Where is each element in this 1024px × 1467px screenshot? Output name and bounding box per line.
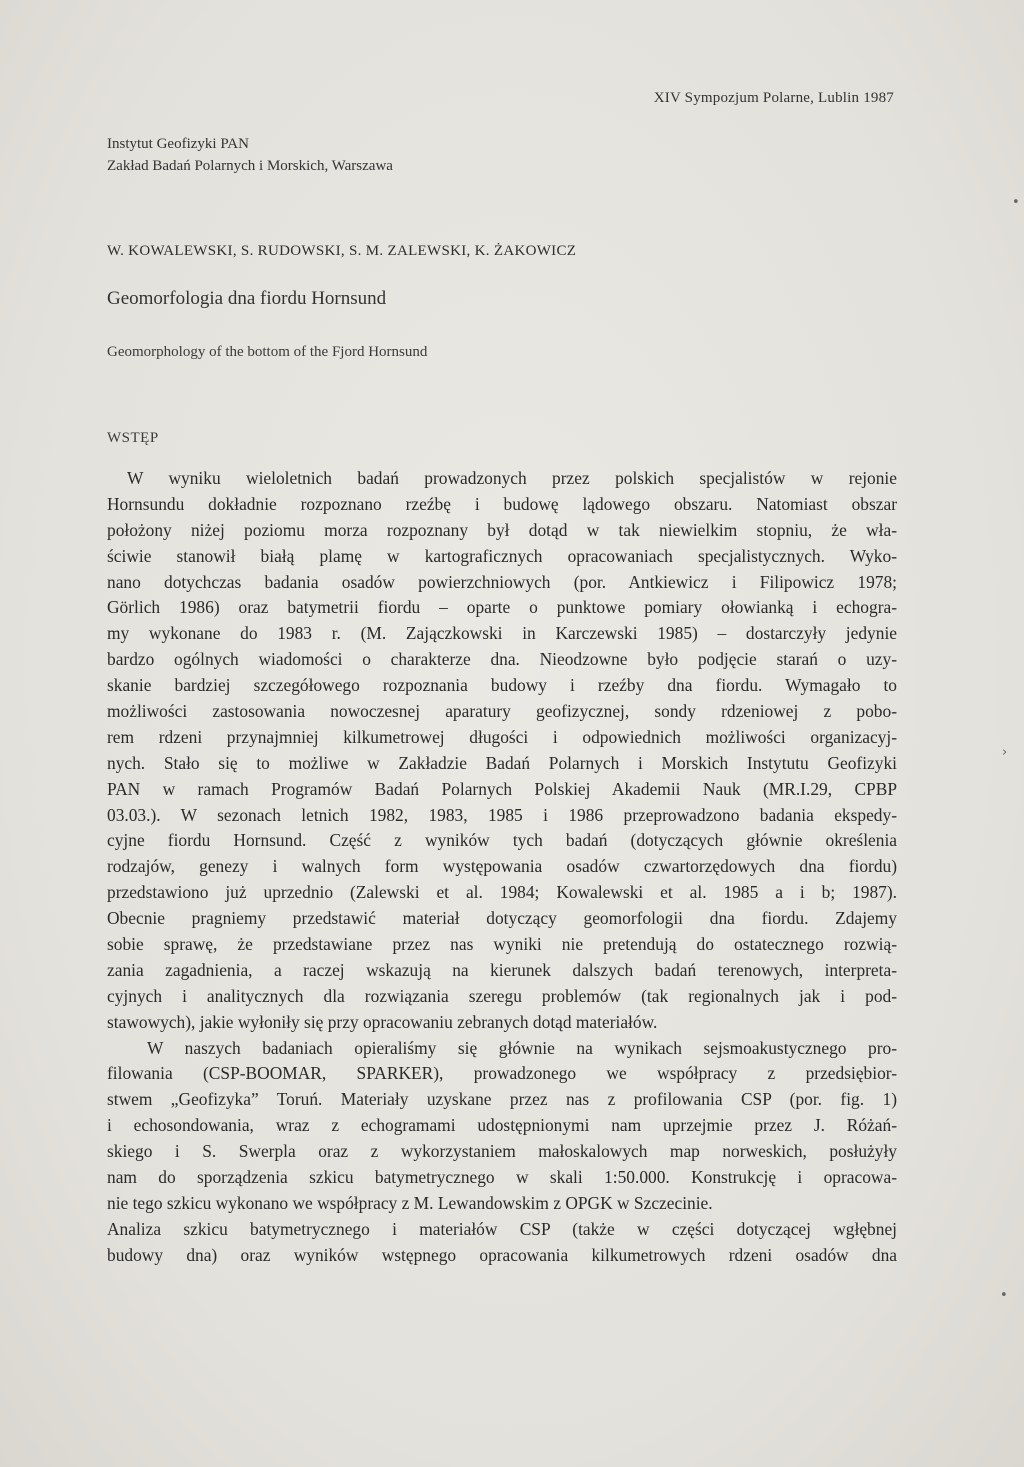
body-line: filowania (CSP-BOOMAR, SPARKER), prowadzonego we współpracy z przedsiębior- xyxy=(107,1063,897,1084)
body-line: rem rdzeni przynajmniej kilkumetrowej długości i odpowiednich możliwości organizacyj- xyxy=(107,726,897,747)
body-line: możliwości zastosowania nowoczesnej aparatury geofizycznej, sondy rdzeniowej z pobo- xyxy=(107,701,897,722)
body-text xyxy=(107,466,897,1269)
body-line: cyjnych i analitycznych dla rozwiązania szeregu problemów (tak regionalnych jak i pod- xyxy=(107,985,897,1006)
symposium-header: XIV Sympozjum Polarne, Lublin 1987 xyxy=(653,90,894,106)
body-line: i echosondowania, wraz z echogramami udostępnionymi nam uprzejmie przez J. Różań- xyxy=(107,1115,897,1136)
body-line: bardzo ogólnych wiadomości o charakterze dna. Nieodzowne było podjęcie starań o uzy- xyxy=(107,649,897,670)
body-line: skiego i S. Swerpla oraz z wykorzystaniem małoskalowych map norweskich, posłużyły xyxy=(107,1141,897,1162)
scan-speck: › xyxy=(1002,745,1008,760)
body-line: ściwie stanowił białą plamę w kartograficznych opracowaniach specjalistycznych. Wyko- xyxy=(107,545,897,566)
body-line: my wykonane do 1983 r. (M. Zajączkowski in Karczewski 1985) – dostarczyły jedynie xyxy=(107,623,897,644)
body-line: rodzajów, genezy i walnych form występowania osadów czwartorzędowych dna fiordu) xyxy=(107,856,897,877)
body-line: W naszych badaniach opieraliśmy się głównie na wynikach sejsmoakustycznego pro- xyxy=(147,1037,897,1058)
body-line: Analiza szkicu batymetrycznego i materiałów CSP (także w części dotyczącej wgłębnej xyxy=(107,1218,897,1239)
body-line: stawowych), jakie wyłoniły się przy opracowaniu zebranych dotąd materiałów. xyxy=(107,1011,658,1032)
body-line: Hornsundu dokładnie rozpoznano rzeźbę i budowę lądowego obszaru. Natomiast obszar xyxy=(107,493,897,514)
title-polish: Geomorfologia dna fiordu Hornsund xyxy=(107,288,387,309)
body-line: PAN w ramach Programów Badań Polarnych Polskiej Akademii Nauk (MR.I.29, CPBP xyxy=(107,778,897,799)
body-line: przedstawiono już uprzednio (Zalewski et al. 1984; Kowalewski et al. 1985 a i b; 1987). xyxy=(107,882,897,903)
body-line: nych. Stało się to możliwe w Zakładzie Badań Polarnych i Morskich Instytutu Geofizyki xyxy=(107,752,897,773)
institute-name: Instytut Geofizyki PAN xyxy=(107,136,249,152)
authors: W. KOWALEWSKI, S. RUDOWSKI, S. M. ZALEWSKI, K. ŻAKOWICZ xyxy=(107,243,577,259)
institute-affiliation xyxy=(107,133,393,177)
body-line: skanie bardziej szczegółowego rozpoznania budowy i rzeźby dna fiordu. Wymagało to xyxy=(107,675,897,696)
body-line: W wyniku wieloletnich badań prowadzonych przez polskich specjalistów w rejonie xyxy=(127,468,897,488)
body-line: sobie sprawę, że przedstawiane przez nas wyniki nie pretendują do ostatecznego rozwią- xyxy=(107,934,897,955)
department-name: Zakład Badań Polarnych i Morskich, Warszawa xyxy=(107,158,393,174)
title-english: Geomorphology of the bottom of the Fjord Hornsund xyxy=(107,344,428,360)
scan-speck: • xyxy=(1000,1288,1008,1303)
body-line: budowy dna) oraz wyników wstępnego opracowania kilkumetrowych rdzeni osadów dna xyxy=(107,1244,897,1265)
body-line: położony niżej poziomu morza rozpoznany był dotąd w tak niewielkim stopniu, że wła- xyxy=(107,519,897,540)
section-heading: WSTĘP xyxy=(107,430,159,446)
body-line: nie tego szkicu wykonano we współpracy z M. Lewandowskim z OPGK w Szczecinie. xyxy=(107,1192,713,1213)
body-line: 03.03.). W sezonach letnich 1982, 1983, 1985 i 1986 przeprowadzono badania ekspedy- xyxy=(107,804,897,825)
body-line: Görlich 1986) oraz batymetrii fiordu – oparte o punktowe pomiary ołowianką i echogra- xyxy=(107,597,897,618)
body-line: stwem „Geofizyka” Toruń. Materiały uzyskane przez nas z profilowania CSP (por. fig. 1) xyxy=(107,1089,897,1110)
body-line: nam do sporządzenia szkicu batymetrycznego w skali 1:50.000. Konstrukcję i opracowa- xyxy=(107,1167,897,1188)
body-line: nano dotychczas badania osadów powierzchniowych (por. Antkiewicz i Filipowicz 1978; xyxy=(107,571,897,592)
body-line: zania zagadnienia, a raczej wskazują na kierunek dalszych badań terenowych, interpreta- xyxy=(107,959,897,980)
body-line: Obecnie pragniemy przedstawić materiał dotyczący geomorfologii dna fiordu. Zdajemy xyxy=(107,908,897,929)
scan-speck: • xyxy=(1012,195,1020,210)
body-line: cyjne fiordu Hornsund. Część z wyników tych badań (dotyczących głównie określenia xyxy=(107,830,897,851)
